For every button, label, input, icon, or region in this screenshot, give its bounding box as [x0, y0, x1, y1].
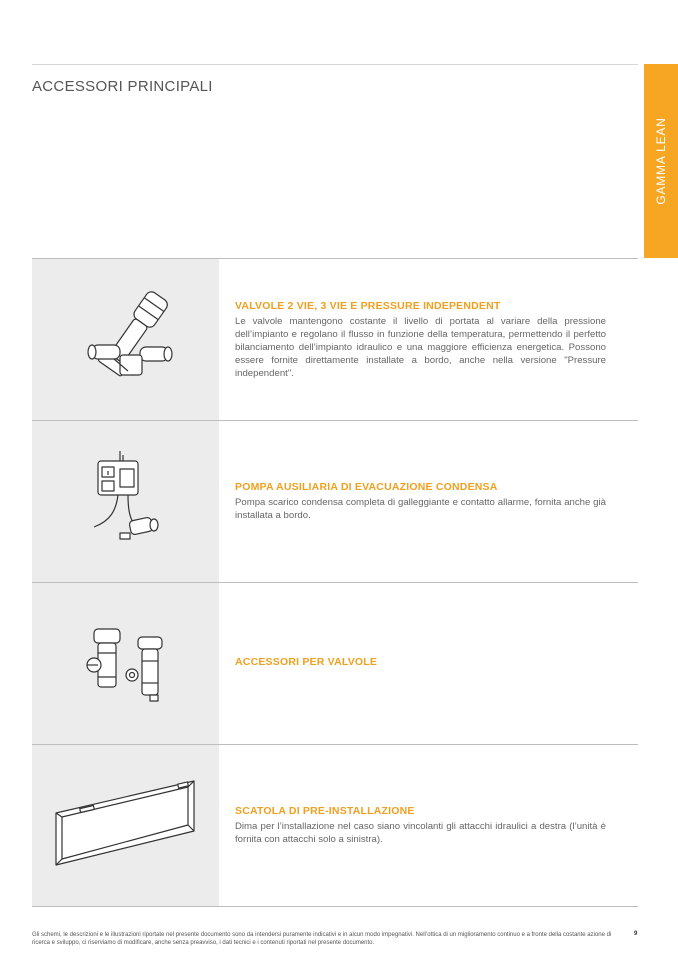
- side-tab: [644, 64, 678, 258]
- list-item: [32, 258, 638, 420]
- side-tab-label: GAMMA LEAN: [654, 117, 668, 205]
- page-number: 9: [634, 931, 638, 937]
- item-image: [32, 583, 219, 744]
- item-image: [32, 421, 219, 582]
- footer-disclaimer: Gli schemi, le descrizioni e le illustrazioni riportate nel presente documento sono da intendersi puramente indicativi e in alcun modo impegnativi. Nell’ottica di un miglioramento continuo e a fronte della costante azione di ricerca e sviluppo, ci riserviamo di modificare, anche senza preavviso, i dati tecnici e i contenuti riportati nel presente documento.: [32, 932, 612, 946]
- list-item: [32, 582, 638, 744]
- item-heading: VALVOLE 2 VIE, 3 VIE E PRESSURE INDEPENDENT: [235, 299, 501, 312]
- valve-icon: [32, 259, 219, 420]
- item-heading: SCATOLA DI PRE-INSTALLAZIONE: [235, 805, 415, 817]
- installation-box-icon: [32, 745, 219, 906]
- item-description: Pompa scarico condensa completa di galleggiante e contatto allarme, fornita anche già installata a bordo.: [235, 497, 606, 521]
- item-heading: POMPA AUSILIARIA DI EVACUAZIONE CONDENSA: [235, 481, 498, 493]
- page-title: ACCESSORI PRINCIPALI: [32, 78, 213, 95]
- valve-accessories-icon: [32, 583, 219, 744]
- item-image: [32, 259, 219, 420]
- list-item: [32, 744, 638, 907]
- item-image: [32, 745, 219, 906]
- accessories-list: [32, 258, 638, 907]
- list-item: [32, 420, 638, 582]
- item-description: Dima per l’installazione nel caso siano vincolanti gli attacchi idraulici a destra (l’unità è fornita con attacchi solo a sinistra).: [235, 821, 606, 845]
- top-divider: [32, 64, 638, 65]
- item-description: Le valvole mantengono costante il livello di portata al variare della pressione dell’impianto e regolano il flusso in funzione della temperatura, permettendo il perfetto bilanciamento dell’impianto idraulico e una maggiore efficienza energetica. Possono essere fornite direttamente installate a bordo, anche nella versione "Pressure independent".: [235, 315, 606, 379]
- item-heading: ACCESSORI PER VALVOLE: [235, 656, 378, 668]
- condensate-pump-icon: [32, 421, 219, 582]
